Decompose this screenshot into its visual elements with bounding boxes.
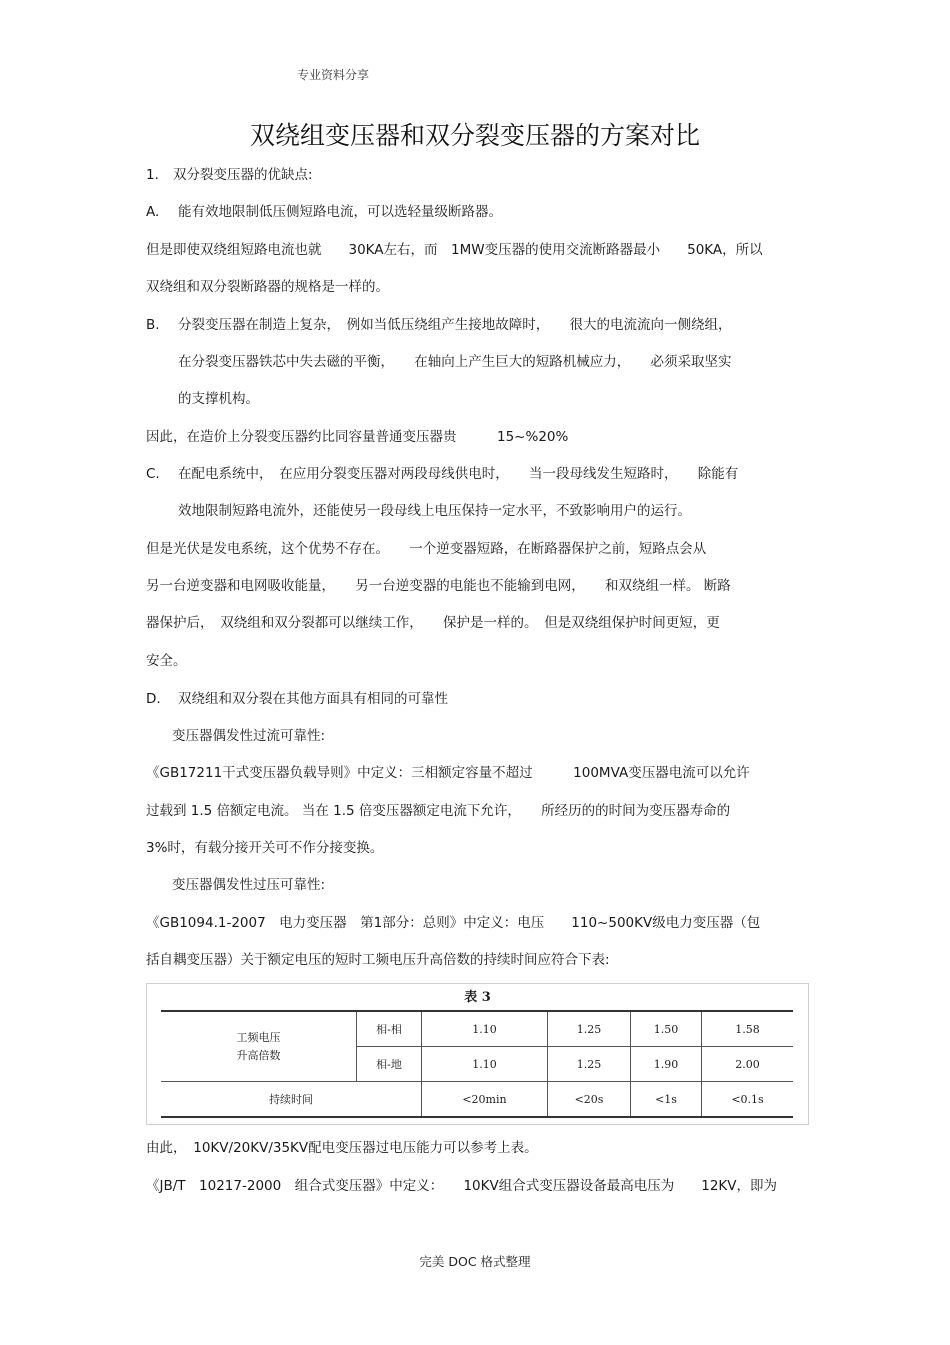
paragraph-line: 《JB/T 10217-2000 组合式变压器》中定义： 10KV组合式变压器设备最高电压为 12KV，即为 (146, 1178, 777, 1194)
item-label: C. (146, 466, 160, 482)
table-cell: 1.50 (631, 1011, 702, 1047)
paragraph-line: 器保护后， 双绕组和双分裂都可以继续工作， 保护是一样的。 但是双绕组保护时间更短，更 (146, 615, 720, 631)
item-a (146, 203, 502, 221)
table-cell: <20min (422, 1082, 548, 1118)
table-caption: 表 3 (464, 990, 491, 1005)
item-d (146, 690, 448, 708)
paragraph-line: 括自耦变压器）关于额定电压的短时工频电压升高倍数的持续时间应符合下表: (146, 952, 610, 968)
paragraph-line: 《GB1094.1-2007 电力变压器 第1部分：总则》中定义：电压 110~500KV级电力变压器（包 (146, 915, 761, 931)
duration-label-cell: 持续时间 (161, 1082, 422, 1118)
table-cell: <1s (631, 1082, 702, 1118)
subheading: 变压器偶发性过压可靠性: (172, 877, 326, 893)
page-footer: 完美 DOC 格式整理 (419, 1254, 531, 1269)
paragraph-line: 由此， 10KV/20KV/35KV配电变压器过电压能力可以参考上表。 (146, 1140, 538, 1156)
item-b (146, 316, 732, 334)
paragraph-line: 的支撑机构。 (178, 391, 259, 407)
item-c (146, 465, 738, 483)
table-cell: 1.58 (702, 1011, 793, 1047)
table-cell: <20s (547, 1082, 630, 1118)
paragraph-line: 但是光伏是发电系统，这个优势不存在。 一个逆变器短路，在断路器保护之前，短路点会从 (146, 541, 707, 557)
subheading: 变压器偶发性过流可靠性: (172, 728, 326, 744)
paragraph-line: 双绕组和双分裂断路器的规格是一样的。 (146, 279, 389, 295)
item-text: 双绕组和双分裂在其他方面具有相同的可靠性 (178, 691, 448, 707)
sub-header-cell: 相-相 (357, 1011, 422, 1047)
document-title: 双绕组变压器和双分裂变压器的方案对比 (249, 121, 700, 150)
item-label: A. (146, 204, 160, 220)
paragraph-line: 过载到 1.5 倍额定电流。 当在 1.5 倍变压器额定电流下允许， 所经历的的时间为变压器寿命的 (146, 803, 731, 819)
item-text: 分裂变压器在制造上复杂， 例如当低压绕组产生接地故障时， 很大的电流流向一侧绕组， (178, 317, 732, 333)
row-header-line: 升高倍数 (236, 1048, 281, 1062)
paragraph-line: 另一台逆变器和电网吸收能量， 另一台逆变器的电能也不能输到电网， 和双绕组一样。 断路 (146, 578, 731, 594)
table-cell: <0.1s (702, 1082, 793, 1118)
item-text: 双分裂变压器的优缺点: (173, 167, 313, 183)
paragraph-line: 但是即使双绕组短路电流也就 30KA左右，而 1MW变压器的使用交流断路器最小 50KA，所以 (146, 242, 763, 258)
table-cell: 1.10 (422, 1011, 548, 1047)
paragraph-line: 效地限制短路电流外，还能使另一段母线上电压保持一定水平，不致影响用户的运行。 (178, 503, 691, 519)
table-3 (146, 983, 809, 1125)
table-row (161, 1011, 793, 1047)
paragraph-line: 《GB17211干式变压器负载导则》中定义：三相额定容量不超过 100MVA变压器电流可以允许 (146, 765, 750, 781)
item-label: 1. (146, 167, 159, 183)
table-cell: 1.25 (547, 1047, 630, 1082)
row-header-cell (161, 1011, 357, 1082)
heading-1 (146, 166, 313, 184)
table-cell: 1.10 (422, 1047, 548, 1082)
item-label: B. (146, 317, 160, 333)
paragraph-line: 安全。 (146, 653, 187, 669)
table-cell: 2.00 (702, 1047, 793, 1082)
paragraph-line: 3%时，有载分接开关可不作分接变换。 (146, 840, 384, 856)
voltage-rise-table (161, 1010, 793, 1118)
item-label: D. (146, 691, 161, 707)
paragraph-line: 在分裂变压器铁芯中失去磁的平衡， 在轴向上产生巨大的短路机械应力， 必须采取坚实 (178, 354, 732, 370)
item-text: 在配电系统中， 在应用分裂变压器对两段母线供电时， 当一段母线发生短路时， 除能有 (178, 466, 739, 482)
row-header-line: 工频电压 (236, 1030, 281, 1044)
item-text: 能有效地限制低压侧短路电流，可以选轻量级断路器。 (178, 204, 502, 220)
table-cell: 1.25 (547, 1011, 630, 1047)
sub-header-cell: 相-地 (357, 1047, 422, 1082)
paragraph-line: 因此，在造价上分裂变压器约比同容量普通变压器贵 15~%20% (146, 429, 569, 445)
table-cell: 1.90 (631, 1047, 702, 1082)
page-header: 专业资料分享 (297, 68, 370, 82)
table-row (161, 1082, 793, 1118)
